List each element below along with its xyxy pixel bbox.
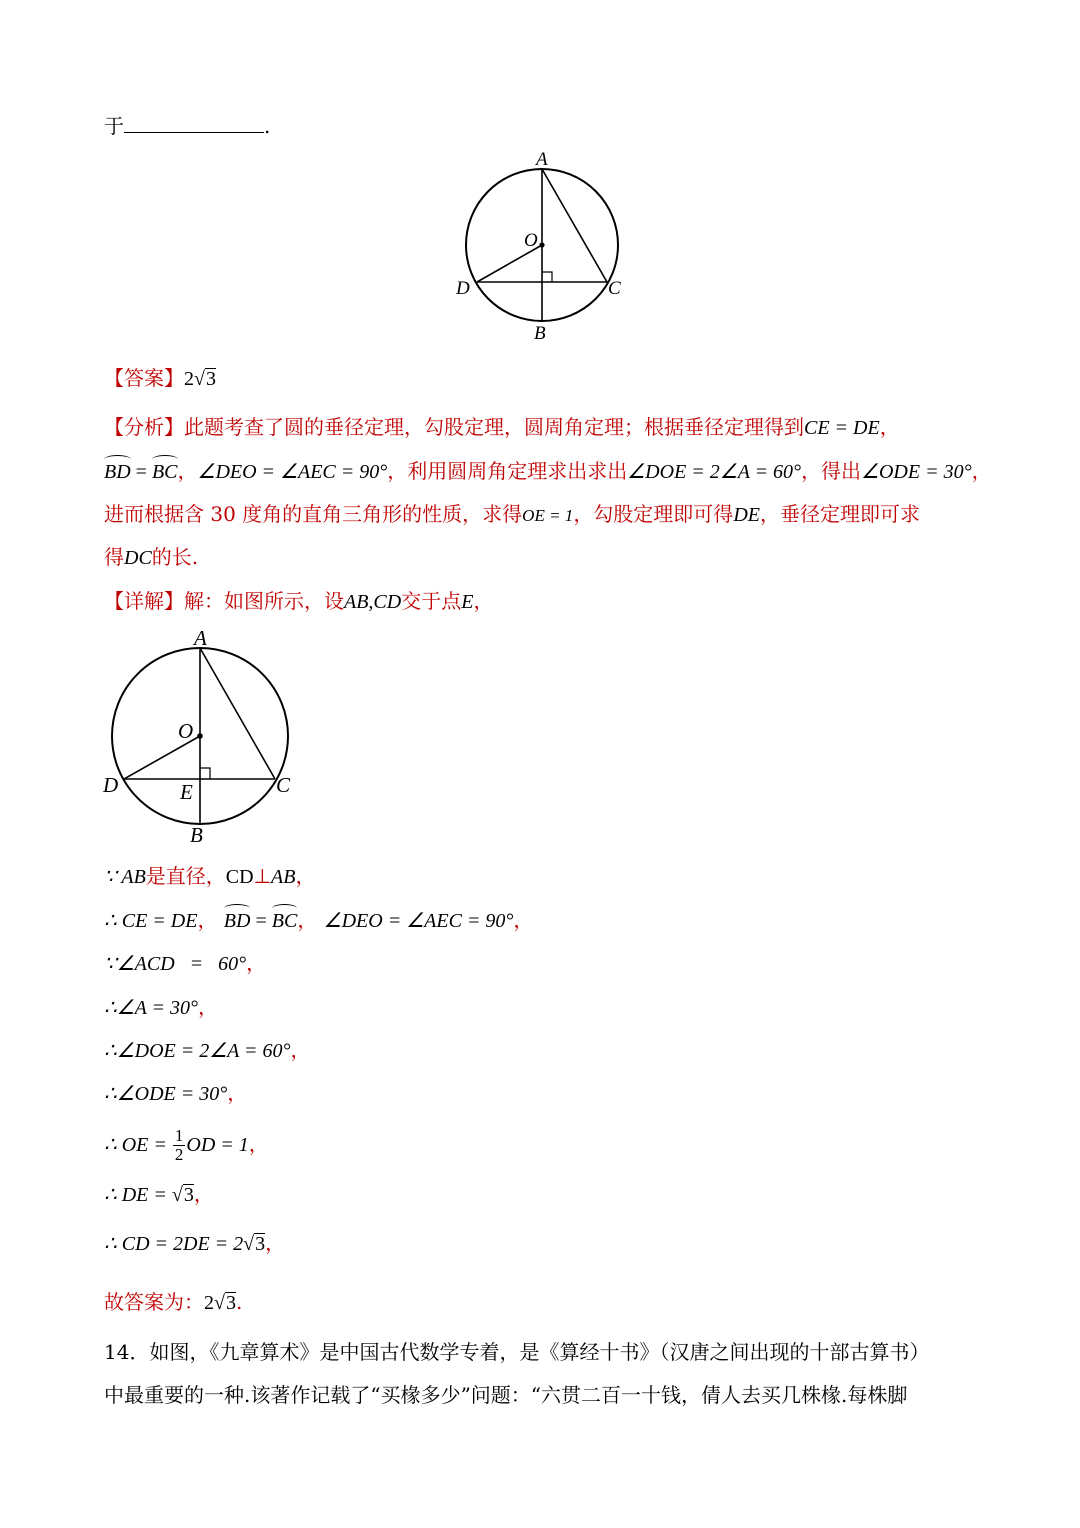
step-9: ∴ CD = 2DE = 2√3， — [104, 1231, 286, 1255]
analysis-line-1: 【分析】此题考查了圆的垂径定理，勾股定理，圆周角定理；根据垂径定理得到CE = DE， — [104, 415, 900, 439]
step-8: ∴ DE = √3， — [104, 1182, 214, 1206]
label-c-2: C — [276, 773, 291, 797]
label-c: C — [608, 278, 621, 299]
label-b-2: B — [190, 823, 203, 847]
step-1: ∵ AB是直径，CD⊥AB， — [104, 864, 316, 888]
question-14-line-2: 中最重要的一种.该著作记载了“买椽多少”问题：“六贯二百一十钱，倩人去买几株椽.每株脚 — [104, 1383, 908, 1407]
analysis-line-3: 进而根据含 30 度角的直角三角形的性质，求得OE = 1，勾股定理即可得DE，垂径定理即可求 — [104, 502, 920, 526]
label-o: O — [524, 230, 538, 251]
label-o-2: O — [178, 719, 194, 743]
answer-line: 【答案】2√3 — [104, 366, 216, 390]
step-5: ∴∠DOE = 2∠A = 60°， — [104, 1038, 311, 1062]
conclusion-line: 故答案为：2√3. — [104, 1290, 243, 1314]
step-3: ∵∠ACD = 60°， — [104, 951, 267, 975]
step-7: ∴ OE = $\frac{1}{2}$ OD = 1， — [104, 1126, 269, 1164]
circle-figure-2 — [98, 624, 308, 850]
step-6: ∴∠ODE = 30°， — [104, 1081, 248, 1105]
answer-blank — [124, 112, 264, 133]
analysis-line-4: 得DC的长. — [104, 545, 199, 569]
question-14-line-1: 14．如图，《九章算术》是中国古代数学专着，是《算经十书》（汉唐之间出现的十部古算书） — [104, 1340, 930, 1364]
label-a-2: A — [194, 626, 207, 650]
step-2: ∴ CE = DE， BD = BC， ∠DEO = ∠AEC = 90°， — [104, 906, 533, 935]
label-d: D — [456, 278, 470, 299]
analysis-line-2: BD = BC，∠DEO = ∠AEC = 90°，利用圆周角定理求出求出∠DOE = 2∠A = 60°，得出∠ODE = 30°， — [104, 457, 992, 486]
detail-line: 【详解】解：如图所示，设AB,CD交于点E， — [104, 589, 494, 613]
step-4: ∴∠A = 30°， — [104, 995, 219, 1019]
label-b: B — [534, 323, 546, 344]
label-e-2: E — [180, 780, 193, 804]
fraction-one-half: $\frac{1}{2}$ — [174, 1126, 184, 1164]
label-d-2: D — [103, 773, 119, 797]
fill-blank-line: 于 . — [104, 114, 271, 138]
circle-figure-1 — [450, 148, 640, 344]
label-a: A — [536, 149, 548, 170]
